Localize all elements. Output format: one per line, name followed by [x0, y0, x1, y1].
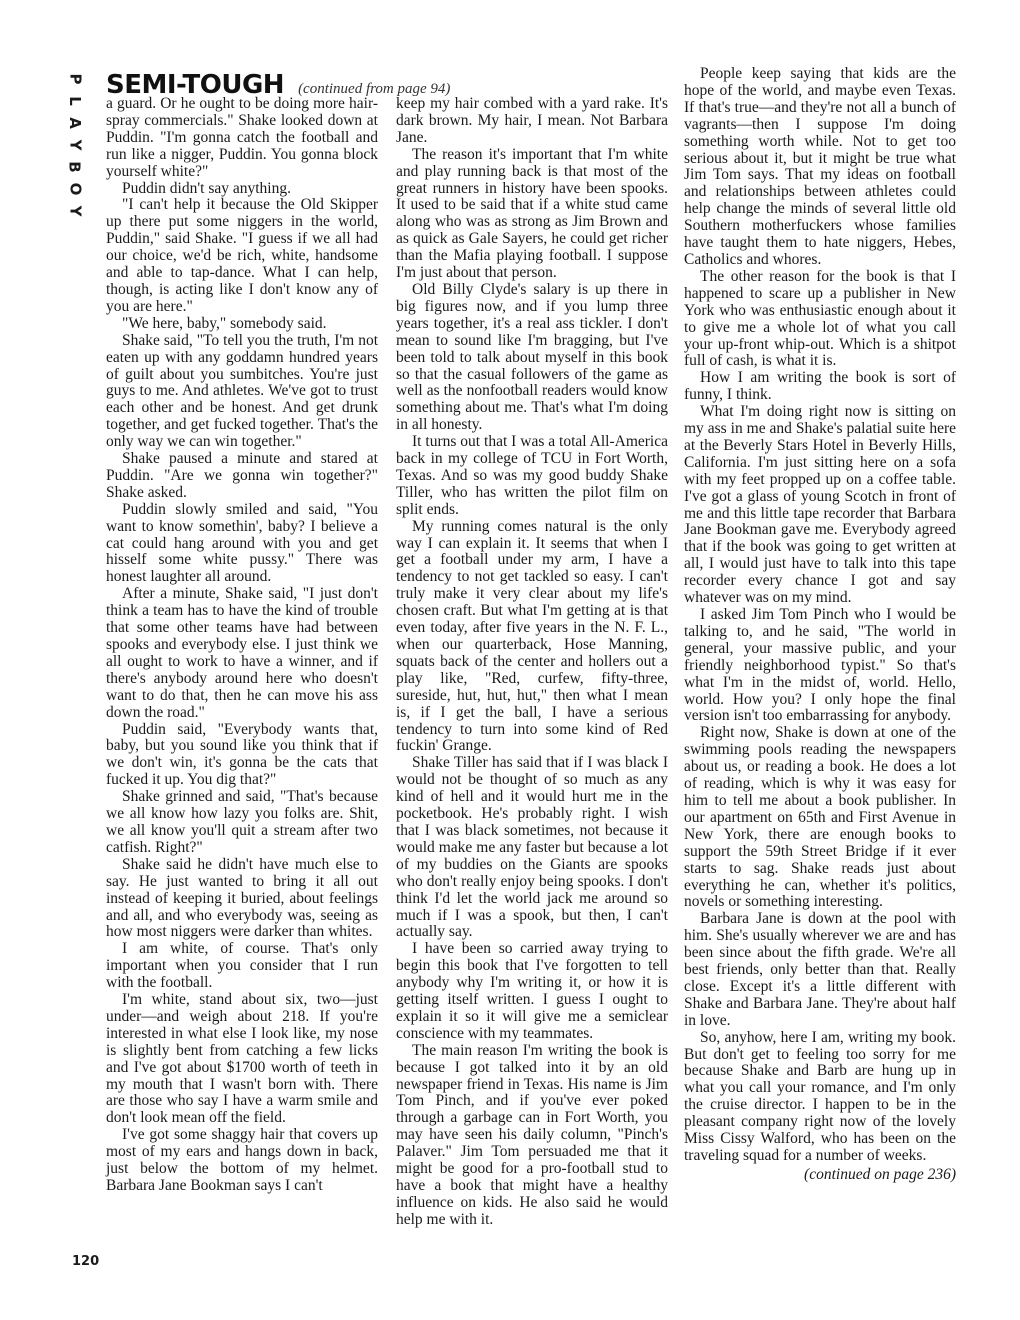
paragraph: I'm white, stand about six, two—just under—and weigh about 218. If you're interested in what else I look like, my nose is slightly bent from catching a few licks and I've got about $1700 worth of teeth in my mouth that I wasn't born with. There are those who say I have a warm smile and don't look mean off the field. [106, 991, 378, 1127]
magazine-letter: B [66, 161, 84, 173]
paragraph: The other reason for the book is that I happened to scare up a publisher in New York who was enthusiastic enough about it to give me a whole lot of what you call your up-front whip-out. Which is a shitpot full of cash, is what it is. [684, 267, 956, 370]
paragraph: Puddin said, "Everybody wants that, baby, but you sound like you think that if we don't win, it's gonna be the cats that fucked it up. You dig that?" [106, 720, 378, 789]
paragraph: I've got some shaggy hair that covers up most of my ears and hangs down in back, just below the bottom of my helmet. Barbara Jane Bookman says I can't [106, 1126, 378, 1194]
magazine-letter: Y [66, 205, 84, 217]
paragraph: Shake Tiller has said that if I was black I would not be thought of so much as any kind of hell and it would hurt me in the pocketbook. He's probably right. I wish that I was black sometimes, not because it would make me any faster but because a lot of my buddies on the Giants are spooks who don't really enjoy being spooks. I don't think I'd let the world jack me around so much if I was a spook, but then, I can't actually say. [396, 754, 668, 941]
text-column-2 [396, 96, 668, 1229]
paragraph: Old Billy Clyde's salary is up there in big figures now, and if you lump three years together, it's a real ass tickler. I don't mean to sound like I'm bragging, but I've been told to talk about myself in this book so that the casual followers of the game as well as the nonfootball readers would know something about me. That's what I'm doing in all honesty. [396, 280, 668, 434]
paragraph: keep my hair combed with a yard rake. It's dark brown. My hair, I mean. Not Barbara Jane. [396, 95, 668, 146]
paragraph: "We here, baby," somebody said. [122, 314, 327, 332]
magazine-letter: P [66, 73, 84, 85]
article-title: SEMI-TOUGH [106, 70, 285, 100]
magazine-letter: A [65, 117, 84, 129]
paragraph: How I am writing the book is sort of funny, I think. [684, 369, 956, 404]
paragraph: The reason it's important that I'm white and play running back is that most of the great runners in history have been spooks. It used to be said that if a white stud came along who was as strong as Jim Brown and as quick as Gale Sayers, he could get richer than the Mafia playing football. I suppose I'm just about that person. [396, 145, 668, 282]
magazine-name-vertical [62, 68, 88, 222]
magazine-letter: O [65, 182, 84, 196]
paragraph: I have been so carried away trying to begin this book that I've forgotten to tell anybody why I'm writing it, or how it is getting itself written. I guess I ought to explain it so it will give me a semiclear conscience with my teammates. [396, 940, 668, 1042]
paragraph: It turns out that I was a total All-America back in my college of TCU in Fort Worth, Texas. And so was my good buddy Shake Tiller, who has written the pilot film on split ends. [396, 433, 668, 518]
paragraph: I am white, of course. That's only important when you consider that I run with the football. [106, 940, 378, 992]
paragraph: So, anyhow, here I am, writing my book. But don't get to feeling too sorry for me because Shake and Barb are hung up in what you call your romance, and I'm only the cruise director. I happen to be in the pleasant company right now of the lovely Miss Cissy Walford, who has been on the traveling squad for a number of weeks. [684, 1028, 956, 1164]
page-number: 120 [72, 1254, 100, 1269]
text-column-3 [684, 66, 956, 1184]
paragraph: The main reason I'm writing the book is because I got talked into it by an old newspaper friend in Texas. His name is Jim Tom Pinch, and if you've ever poked through a garbage can in Fort Worth, you may have seen his daily column, "Pinch's Palaver." Jim Tom persuaded me that it might be good for a pro-football stud to have a book that might have a healthy influence on kids. He also said he would help me with it. [396, 1041, 668, 1228]
paragraph: Shake paused a minute and stared at Puddin. "Are we gonna win together?" Shake asked. [106, 450, 378, 501]
text-column-1 [106, 96, 378, 1195]
paragraph: "I can't help it because the Old Skipper up there put some niggers in the world, Puddin," said Shake. "I guess if we all had our choice, we'd be rich, white, handsome and able to tap-dance. What I can help, though, is acting like I don't know any of you are here." [106, 196, 378, 315]
paragraph: a guard. Or he ought to be doing more hair-spray commercials." Shake looked down at Puddin. "I'm gonna catch the football and run like a nigger, Puddin. You gonna block yourself white?" [106, 95, 378, 180]
paragraph: Right now, Shake is down at one of the swimming pools reading the newspapers about us, or reading a book. He does a lot of reading, which is why it was easy for him to tell me about a book publisher. In our apartment on 65th and First Avenue in New York, there are enough books to support the 59th Street Bridge if it ever starts to sag. Shake reads just about everything he can, whether it's politics, novels or something interesting. [684, 724, 956, 911]
magazine-letter: L [66, 96, 84, 106]
magazine-letter: Y [66, 139, 84, 151]
paragraph: Barbara Jane is down at the pool with him. She's usually wherever we are and has been since about the fifth grade. We're all best friends, only better than that. Really close. Except it's a little different with Shake and Barbara Jane. They're about half in love. [684, 910, 956, 1029]
paragraph: People keep saying that kids are the hope of the world, and maybe even Texas. If that's true—and they're not all a bunch of vagrants—then I suppose I'm doing something worth while. Not to get too serious about it, but it might be true what Jim Tom says. That my ideas on football and relationships between athletes could help change the minds of several little old Southern motherfuckers whose families have taught them to hate niggers, Hebes, Catholics and whores. [684, 65, 956, 268]
paragraph: Puddin slowly smiled and said, "You want to know somethin', baby? I believe a cat could hang around with you and get hisself some white pussy." There was honest laughter all around. [106, 500, 378, 586]
paragraph: Shake said, "To tell you the truth, I'm not eaten up with any goddamn hundred years of guilt about you sumbitches. You're just guys to me. And athletes. We've got to trust each other and be honest. And get drunk together, and get fucked together. That's the only way we can win together." [106, 331, 378, 451]
paragraph: Shake said he didn't have much else to say. He just wanted to bring it all out instead of keeping it buried, about feelings and all, and who everybody was, seeing as how most niggers were darker than whites. [106, 855, 378, 941]
continued-on-note: (continued on page 236) [804, 1165, 956, 1183]
paragraph: My running comes natural is the only way I can explain it. It seems that when I get a football under my arm, I have a tendency to not get tackled so easy. I can't truly make it very clear about my life's chosen craft. But what I'm getting at is that even today, after five years in the N. F. L., when our quarterback, Hose Manning, squats back of the center and hollers out a play like, "Red, curfew, fifty-three, sureside, hut, hut, hut," then what I mean is, if I get the ball, I have a serious tendency to turn into some kind of Red fuckin' Grange. [396, 517, 668, 755]
paragraph: I asked Jim Tom Pinch who I would be talking to, and he said, "The world in general, your massive public, and your friendly neighborhood typist." So that's what I'm in the midst of, world. Hello, world. How you? I only hope the final version isn't too embarrassing for anybody. [684, 606, 956, 725]
paragraph: After a minute, Shake said, "I just don't think a team has to have the kind of trouble that some other teams have had between spooks and everybody else. I just think we all ought to work to have a winner, and if there's anybody around here who doesn't want to do that, then he can move his ass down the road." [106, 585, 378, 721]
paragraph: What I'm doing right now is sitting on my ass in me and Shake's palatial suite here at the Beverly Stars Hotel in Beverly Hills, California. I'm just sitting here on a sofa with my feet propped up on a coffee table. I've got a glass of young Scotch in front of me and this little tape recorder that Barbara Jane Bookman gave me. Everybody agreed that if the book was going to get written at all, I would just have to talk into this tape recorder every chance I got and say whatever was on my mind. [684, 403, 956, 607]
paragraph: Shake grinned and said, "That's because we all know how lazy you folks are. Shit, we all know you'll quit a stream after two catfish. Right?" [106, 788, 378, 856]
continued-from-note: (continued from page 94) [298, 81, 451, 97]
paragraph: Puddin didn't say anything. [122, 179, 291, 197]
